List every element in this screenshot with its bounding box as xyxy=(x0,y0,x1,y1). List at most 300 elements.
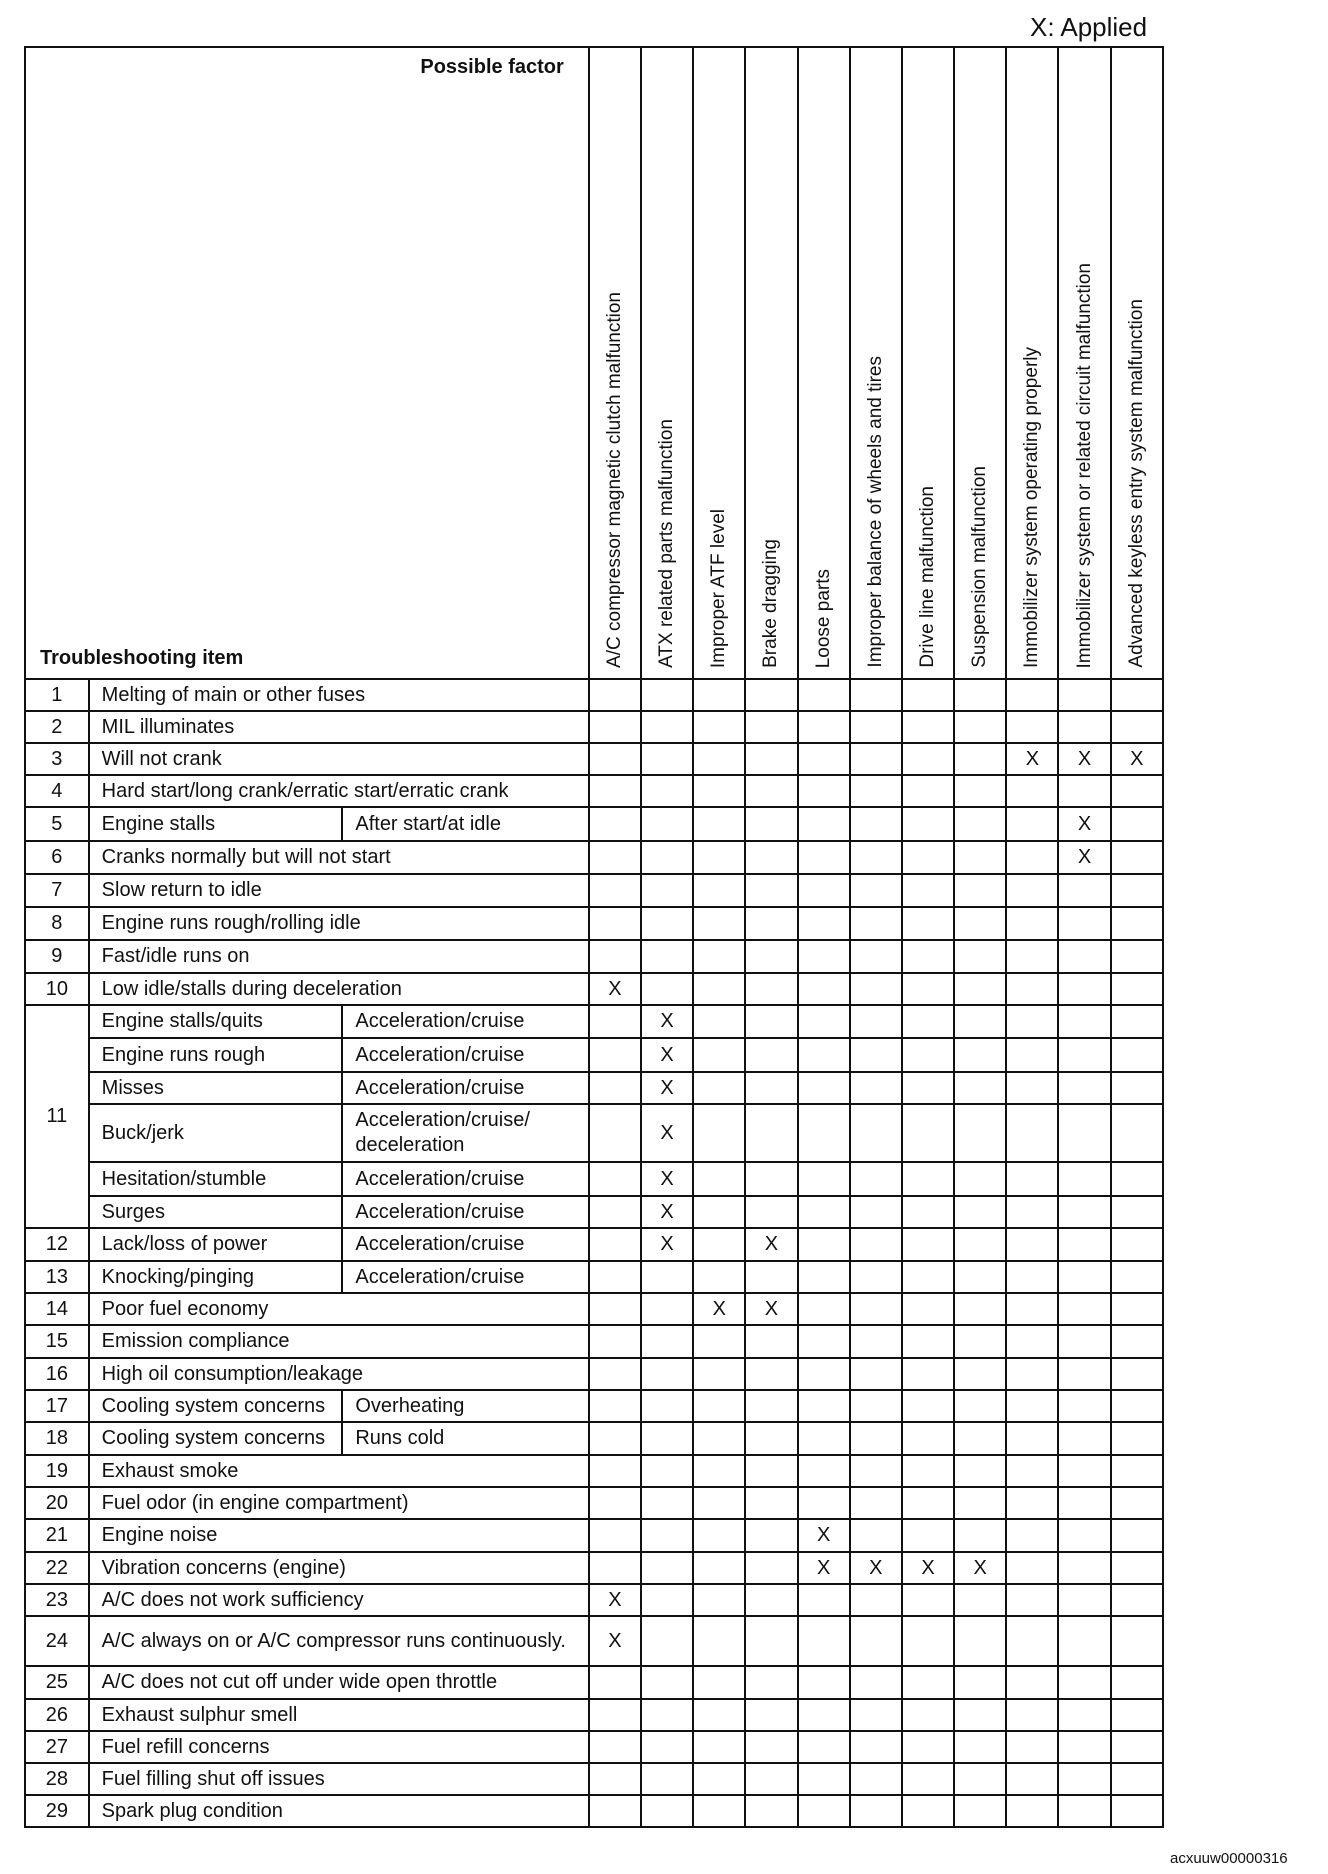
mark-cell xyxy=(850,841,902,874)
mark-cell xyxy=(1058,775,1110,807)
mark-cell xyxy=(745,1731,797,1763)
mark-cell xyxy=(693,907,745,940)
row-number: 24 xyxy=(25,1616,89,1666)
mark-cell xyxy=(693,940,745,973)
mark-cell xyxy=(1006,807,1058,841)
mark-cell xyxy=(902,1104,954,1162)
mark-cell xyxy=(1058,1072,1110,1104)
mark-cell xyxy=(1006,1616,1058,1666)
table-row xyxy=(25,1731,1163,1763)
mark-cell xyxy=(641,1616,693,1666)
troubleshooting-item: A/C does not work sufficiency xyxy=(89,1584,589,1616)
mark-cell xyxy=(850,1666,902,1699)
mark-cell xyxy=(902,1390,954,1422)
mark-cell xyxy=(798,1795,850,1827)
mark-cell: X xyxy=(902,1552,954,1584)
factor-label: Immobilizer system operating properly xyxy=(1021,346,1043,668)
mark-cell xyxy=(798,1763,850,1795)
mark-cell xyxy=(641,1519,693,1552)
mark-cell xyxy=(1006,1261,1058,1293)
factor-header-6 xyxy=(850,47,902,679)
mark-cell xyxy=(1058,1325,1110,1358)
table-row xyxy=(25,1358,1163,1390)
mark-cell: X xyxy=(589,973,641,1005)
mark-cell xyxy=(1111,1162,1163,1196)
mark-cell xyxy=(641,1293,693,1325)
mark-cell xyxy=(1058,1261,1110,1293)
mark-cell xyxy=(745,874,797,907)
mark-cell xyxy=(745,1795,797,1827)
condition: Overheating xyxy=(342,1390,588,1422)
mark-cell xyxy=(745,743,797,775)
mark-cell xyxy=(1058,1487,1110,1519)
mark-cell xyxy=(902,1487,954,1519)
mark-cell xyxy=(798,1038,850,1072)
troubleshooting-item: Fuel refill concerns xyxy=(89,1731,589,1763)
table-row xyxy=(25,1519,1163,1552)
mark-cell xyxy=(1058,1455,1110,1487)
mark-cell xyxy=(693,1358,745,1390)
troubleshooting-item: A/C does not cut off under wide open throttle xyxy=(89,1666,589,1699)
mark-cell xyxy=(1058,940,1110,973)
mark-cell xyxy=(798,1487,850,1519)
mark-cell xyxy=(1111,1390,1163,1422)
mark-cell xyxy=(589,1666,641,1699)
mark-cell xyxy=(798,841,850,874)
mark-cell xyxy=(1006,1005,1058,1038)
mark-cell xyxy=(745,1455,797,1487)
mark-cell xyxy=(589,1552,641,1584)
mark-cell xyxy=(798,1162,850,1196)
mark-cell xyxy=(798,807,850,841)
mark-cell xyxy=(954,1228,1006,1261)
mark-cell xyxy=(798,1005,850,1038)
mark-cell xyxy=(798,1666,850,1699)
mark-cell xyxy=(1006,1731,1058,1763)
mark-cell: X xyxy=(745,1293,797,1325)
mark-cell xyxy=(693,807,745,841)
mark-cell xyxy=(902,1731,954,1763)
mark-cell xyxy=(850,743,902,775)
mark-cell xyxy=(850,907,902,940)
row-number: 18 xyxy=(25,1422,89,1455)
mark-cell xyxy=(1111,1763,1163,1795)
mark-cell xyxy=(1111,973,1163,1005)
condition: Acceleration/cruise xyxy=(342,1162,588,1196)
row-number: 27 xyxy=(25,1731,89,1763)
mark-cell xyxy=(1006,1038,1058,1072)
mark-cell xyxy=(1006,1196,1058,1228)
mark-cell xyxy=(1111,1455,1163,1487)
mark-cell xyxy=(1111,1196,1163,1228)
mark-cell xyxy=(850,1455,902,1487)
troubleshooting-item: Cooling system concerns xyxy=(89,1422,343,1455)
mark-cell xyxy=(902,907,954,940)
troubleshooting-item: High oil consumption/leakage xyxy=(89,1358,589,1390)
mark-cell xyxy=(902,1666,954,1699)
troubleshooting-matrix xyxy=(24,46,1164,1841)
mark-cell xyxy=(902,775,954,807)
mark-cell xyxy=(693,679,745,711)
mark-cell xyxy=(902,1072,954,1104)
mark-cell xyxy=(745,679,797,711)
mark-cell xyxy=(745,711,797,743)
table-row xyxy=(25,1228,1163,1261)
mark-cell xyxy=(902,1519,954,1552)
row-number: 4 xyxy=(25,775,89,807)
table-row xyxy=(25,775,1163,807)
mark-cell xyxy=(954,1358,1006,1390)
table-row xyxy=(25,1104,1163,1162)
mark-cell xyxy=(954,1455,1006,1487)
mark-cell xyxy=(1058,1005,1110,1038)
mark-cell xyxy=(641,973,693,1005)
mark-cell xyxy=(954,1519,1006,1552)
mark-cell xyxy=(902,679,954,711)
mark-cell xyxy=(693,1390,745,1422)
row-number: 28 xyxy=(25,1763,89,1795)
mark-cell xyxy=(1058,1038,1110,1072)
row-number: 19 xyxy=(25,1455,89,1487)
mark-cell xyxy=(693,1666,745,1699)
table-row xyxy=(25,1616,1163,1666)
mark-cell xyxy=(693,1261,745,1293)
mark-cell: X xyxy=(693,1293,745,1325)
mark-cell xyxy=(693,841,745,874)
mark-cell xyxy=(798,940,850,973)
table-row xyxy=(25,1162,1163,1196)
mark-cell xyxy=(850,1005,902,1038)
matrix-table xyxy=(24,46,1164,1828)
mark-cell xyxy=(693,1795,745,1827)
row-number: 6 xyxy=(25,841,89,874)
mark-cell xyxy=(954,775,1006,807)
table-row xyxy=(25,1293,1163,1325)
mark-cell xyxy=(589,775,641,807)
mark-cell xyxy=(1111,1325,1163,1358)
mark-cell xyxy=(693,1005,745,1038)
mark-cell xyxy=(1111,1005,1163,1038)
mark-cell xyxy=(693,1487,745,1519)
troubleshooting-item: Exhaust sulphur smell xyxy=(89,1699,589,1731)
mark-cell xyxy=(954,711,1006,743)
mark-cell xyxy=(1111,679,1163,711)
mark-cell xyxy=(693,1731,745,1763)
mark-cell xyxy=(954,1666,1006,1699)
mark-cell xyxy=(798,874,850,907)
mark-cell xyxy=(693,1196,745,1228)
mark-cell xyxy=(641,743,693,775)
mark-cell xyxy=(902,711,954,743)
condition: Acceleration/cruise xyxy=(342,1005,588,1038)
troubleshooting-item: Low idle/stalls during deceleration xyxy=(89,973,589,1005)
row-number: 2 xyxy=(25,711,89,743)
mark-cell xyxy=(745,973,797,1005)
mark-cell xyxy=(850,1763,902,1795)
mark-cell xyxy=(954,1699,1006,1731)
mark-cell xyxy=(954,1584,1006,1616)
mark-cell xyxy=(693,743,745,775)
mark-cell xyxy=(850,1325,902,1358)
mark-cell xyxy=(902,1293,954,1325)
row-number: 15 xyxy=(25,1325,89,1358)
mark-cell xyxy=(745,807,797,841)
mark-cell xyxy=(1111,1104,1163,1162)
condition: Acceleration/cruise xyxy=(342,1261,588,1293)
mark-cell xyxy=(1058,1358,1110,1390)
row-number: 1 xyxy=(25,679,89,711)
mark-cell xyxy=(745,1616,797,1666)
mark-cell xyxy=(589,1261,641,1293)
troubleshooting-item: Fuel odor (in engine compartment) xyxy=(89,1487,589,1519)
troubleshooting-item: Emission compliance xyxy=(89,1325,589,1358)
mark-cell xyxy=(1111,1795,1163,1827)
row-number: 22 xyxy=(25,1552,89,1584)
mark-cell xyxy=(902,1325,954,1358)
mark-cell xyxy=(641,1325,693,1358)
mark-cell xyxy=(1006,1584,1058,1616)
mark-cell xyxy=(589,1390,641,1422)
table-row xyxy=(25,1666,1163,1699)
mark-cell xyxy=(902,1455,954,1487)
mark-cell xyxy=(589,743,641,775)
mark-cell xyxy=(693,1616,745,1666)
mark-cell xyxy=(1006,1358,1058,1390)
mark-cell xyxy=(745,940,797,973)
mark-cell xyxy=(1006,1072,1058,1104)
mark-cell xyxy=(902,1038,954,1072)
mark-cell xyxy=(954,841,1006,874)
mark-cell xyxy=(1006,1455,1058,1487)
mark-cell xyxy=(850,1261,902,1293)
row-number: 20 xyxy=(25,1487,89,1519)
row-number: 13 xyxy=(25,1261,89,1293)
mark-cell xyxy=(1006,1763,1058,1795)
mark-cell xyxy=(798,743,850,775)
mark-cell xyxy=(1006,973,1058,1005)
mark-cell xyxy=(1111,1552,1163,1584)
mark-cell xyxy=(954,1196,1006,1228)
mark-cell xyxy=(745,1699,797,1731)
troubleshooting-item: MIL illuminates xyxy=(89,711,589,743)
mark-cell xyxy=(693,1455,745,1487)
factor-label: ATX related parts malfunction xyxy=(656,419,678,668)
mark-cell: X xyxy=(641,1005,693,1038)
mark-cell xyxy=(745,1552,797,1584)
mark-cell xyxy=(641,940,693,973)
mark-cell xyxy=(589,874,641,907)
mark-cell xyxy=(1006,1487,1058,1519)
mark-cell xyxy=(798,907,850,940)
mark-cell xyxy=(589,1519,641,1552)
mark-cell xyxy=(693,1038,745,1072)
troubleshooting-item: Knocking/pinging xyxy=(89,1261,343,1293)
mark-cell xyxy=(589,1196,641,1228)
troubleshooting-item: Engine noise xyxy=(89,1519,589,1552)
row-number: 8 xyxy=(25,907,89,940)
mark-cell xyxy=(589,841,641,874)
row-number: 21 xyxy=(25,1519,89,1552)
troubleshooting-item: Slow return to idle xyxy=(89,874,589,907)
mark-cell xyxy=(850,1616,902,1666)
mark-cell xyxy=(798,1455,850,1487)
table-row xyxy=(25,973,1163,1005)
mark-cell xyxy=(1006,1699,1058,1731)
mark-cell xyxy=(1111,1616,1163,1666)
mark-cell: X xyxy=(641,1038,693,1072)
mark-cell xyxy=(798,973,850,1005)
mark-cell xyxy=(1111,1699,1163,1731)
troubleshooting-item: Fuel filling shut off issues xyxy=(89,1763,589,1795)
mark-cell: X xyxy=(641,1072,693,1104)
mark-cell xyxy=(745,841,797,874)
mark-cell xyxy=(693,1519,745,1552)
mark-cell xyxy=(1058,679,1110,711)
table-row xyxy=(25,1196,1163,1228)
mark-cell xyxy=(1006,1390,1058,1422)
factor-label: Drive line malfunction xyxy=(916,486,938,668)
mark-cell xyxy=(745,1666,797,1699)
mark-cell xyxy=(954,1104,1006,1162)
mark-cell xyxy=(1006,1666,1058,1699)
mark-cell xyxy=(850,1487,902,1519)
mark-cell xyxy=(1058,1584,1110,1616)
mark-cell xyxy=(693,1699,745,1731)
mark-cell xyxy=(589,1358,641,1390)
mark-cell xyxy=(902,1005,954,1038)
mark-cell xyxy=(589,1455,641,1487)
row-number: 12 xyxy=(25,1228,89,1261)
mark-cell xyxy=(1111,1584,1163,1616)
mark-cell xyxy=(641,1795,693,1827)
mark-cell: X xyxy=(1058,743,1110,775)
mark-cell xyxy=(745,1196,797,1228)
mark-cell xyxy=(1006,1162,1058,1196)
mark-cell xyxy=(693,1072,745,1104)
mark-cell xyxy=(850,1795,902,1827)
mark-cell xyxy=(641,1731,693,1763)
mark-cell xyxy=(589,1487,641,1519)
mark-cell xyxy=(641,1358,693,1390)
mark-cell xyxy=(1111,1487,1163,1519)
mark-cell xyxy=(954,1005,1006,1038)
mark-cell xyxy=(902,841,954,874)
mark-cell xyxy=(954,1487,1006,1519)
troubleshooting-item: Melting of main or other fuses xyxy=(89,679,589,711)
mark-cell xyxy=(954,1325,1006,1358)
mark-cell: X xyxy=(1058,841,1110,874)
factor-header-11 xyxy=(1111,47,1163,679)
mark-cell xyxy=(954,940,1006,973)
table-row xyxy=(25,807,1163,841)
mark-cell xyxy=(1111,1072,1163,1104)
condition: Acceleration/cruise xyxy=(342,1072,588,1104)
table-row xyxy=(25,1795,1163,1827)
mark-cell xyxy=(693,1104,745,1162)
mark-cell xyxy=(850,807,902,841)
mark-cell xyxy=(1058,1616,1110,1666)
table-row xyxy=(25,874,1163,907)
mark-cell xyxy=(745,1325,797,1358)
mark-cell xyxy=(641,1763,693,1795)
mark-cell xyxy=(954,1731,1006,1763)
table-row xyxy=(25,1038,1163,1072)
mark-cell xyxy=(1111,841,1163,874)
mark-cell xyxy=(1111,1261,1163,1293)
mark-cell xyxy=(1058,1763,1110,1795)
mark-cell xyxy=(641,775,693,807)
mark-cell xyxy=(641,1261,693,1293)
mark-cell xyxy=(1058,874,1110,907)
row-number: 16 xyxy=(25,1358,89,1390)
mark-cell xyxy=(745,1390,797,1422)
mark-cell xyxy=(1006,1325,1058,1358)
row-number: 9 xyxy=(25,940,89,973)
mark-cell xyxy=(850,874,902,907)
row-number: 14 xyxy=(25,1293,89,1325)
row-number: 5 xyxy=(25,807,89,841)
troubleshooting-item: Surges xyxy=(89,1196,343,1228)
mark-cell xyxy=(693,1325,745,1358)
table-row xyxy=(25,907,1163,940)
mark-cell xyxy=(798,1196,850,1228)
mark-cell: X xyxy=(641,1162,693,1196)
mark-cell: X xyxy=(745,1228,797,1261)
mark-cell xyxy=(850,1104,902,1162)
row-number: 29 xyxy=(25,1795,89,1827)
mark-cell xyxy=(641,1455,693,1487)
mark-cell xyxy=(641,711,693,743)
table-row xyxy=(25,1455,1163,1487)
mark-cell xyxy=(589,1293,641,1325)
row-number: 17 xyxy=(25,1390,89,1422)
mark-cell xyxy=(850,1390,902,1422)
troubleshooting-item: A/C always on or A/C compressor runs continuously. xyxy=(89,1616,589,1666)
mark-cell xyxy=(745,775,797,807)
mark-cell: X xyxy=(850,1552,902,1584)
mark-cell xyxy=(798,1358,850,1390)
mark-cell xyxy=(1111,1358,1163,1390)
mark-cell xyxy=(693,973,745,1005)
mark-cell xyxy=(850,775,902,807)
mark-cell xyxy=(589,1422,641,1455)
mark-cell xyxy=(954,679,1006,711)
mark-cell xyxy=(1058,1795,1110,1827)
factor-label: Suspension malfunction xyxy=(969,466,991,668)
mark-cell xyxy=(641,1584,693,1616)
mark-cell xyxy=(589,1104,641,1162)
mark-cell xyxy=(954,1162,1006,1196)
mark-cell: X xyxy=(1006,743,1058,775)
mark-cell xyxy=(1006,874,1058,907)
mark-cell xyxy=(798,1072,850,1104)
mark-cell xyxy=(902,1162,954,1196)
mark-cell xyxy=(1058,1293,1110,1325)
condition: Acceleration/cruise/ deceleration xyxy=(342,1104,588,1162)
table-row xyxy=(25,1072,1163,1104)
mark-cell xyxy=(693,775,745,807)
troubleshooting-item: Engine stalls xyxy=(89,807,343,841)
factor-header-7 xyxy=(902,47,954,679)
mark-cell xyxy=(850,1293,902,1325)
mark-cell xyxy=(589,1005,641,1038)
mark-cell xyxy=(798,1228,850,1261)
mark-cell xyxy=(745,1072,797,1104)
mark-cell xyxy=(954,1390,1006,1422)
mark-cell xyxy=(589,1162,641,1196)
table-row xyxy=(25,679,1163,711)
mark-cell xyxy=(902,1422,954,1455)
